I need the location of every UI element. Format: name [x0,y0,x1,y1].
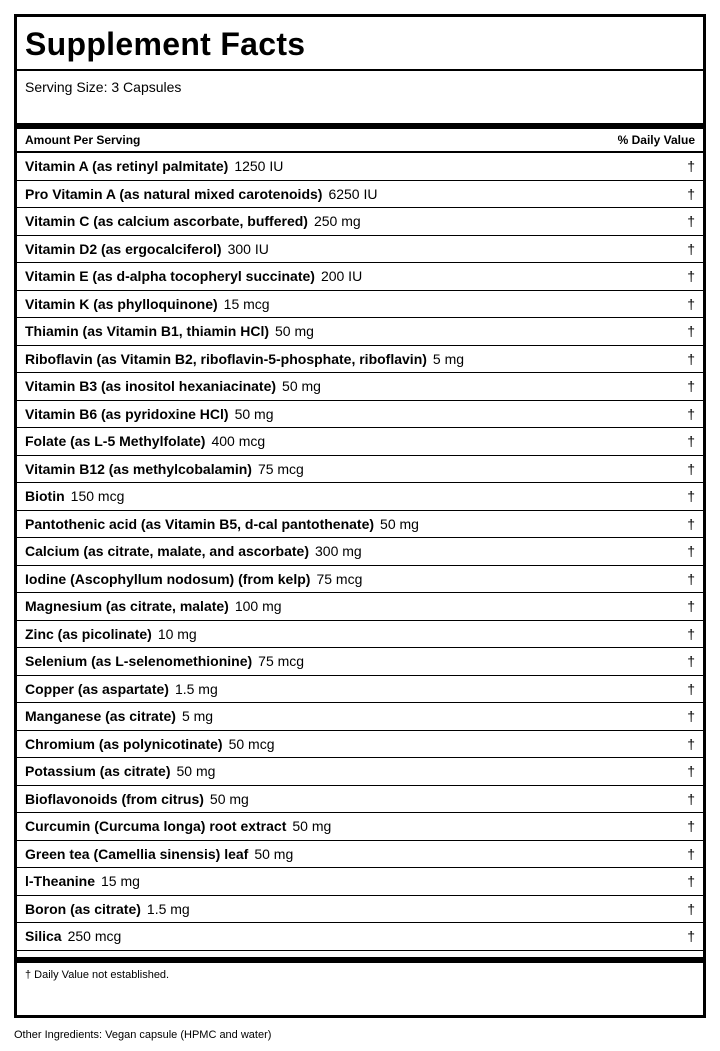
daily-value-dagger: † [687,378,695,395]
nutrient-row [17,456,703,484]
daily-value-header: % Daily Value [617,133,695,147]
nutrient-row [17,703,703,731]
daily-value-dagger: † [687,790,695,807]
nutrient-amount: 400 mcg [211,433,266,450]
daily-value-dagger: † [687,323,695,340]
nutrient-amount: 5 mg [181,708,214,725]
nutrient-amount: 50 mg [254,845,294,862]
footnote: † Daily Value not established. [25,968,170,981]
nutrient-amount: 50 mg [282,378,321,395]
daily-value-dagger: † [687,708,695,725]
nutrient-amount: 75 mcg [258,653,305,670]
nutrient-amount: 50 mg [234,405,274,422]
nutrient-name: Pantothenic acid (as Vitamin B5, d-cal pantothenate) [25,515,375,532]
nutrient-name: Curcumin (Curcuma longa) root extract [25,818,287,835]
nutrient-row [17,153,703,181]
nutrient-name: Folate (as L-5 Methylfolate) [25,433,206,450]
daily-value-dagger: † [687,405,695,422]
nutrient-row [17,841,703,869]
nutrient-row [17,868,703,896]
nutrient-amount: 250 mcg [67,928,122,945]
nutrient-name: Vitamin A (as retinyl palmitate) [25,158,229,175]
nutrient-name: Green tea (Camellia sinensis) leaf [25,845,249,862]
nutrient-name: Copper (as aspartate) [25,680,169,697]
nutrient-name: Magnesium (as citrate, malate) [25,598,229,615]
nutrient-amount: 5 mg [432,350,465,367]
daily-value-dagger: † [687,680,695,697]
daily-value-dagger: † [687,735,695,752]
nutrient-amount: 300 mg [315,543,362,560]
daily-value-dagger: † [687,845,695,862]
daily-value-dagger: † [687,295,695,312]
nutrient-name: Pro Vitamin A (as natural mixed carotenoids) [25,185,323,202]
panel-title: Supplement Facts [17,17,703,71]
nutrient-amount: 50 mg [176,763,216,780]
nutrient-name: Potassium (as citrate) [25,763,171,780]
daily-value-dagger: † [687,515,695,532]
nutrient-row [17,428,703,456]
nutrient-amount: 50 mcg [228,735,275,752]
daily-value-dagger: † [687,433,695,450]
daily-value-dagger: † [687,460,695,477]
nutrient-amount: 75 mcg [316,570,363,587]
nutrient-name: Vitamin K (as phylloquinone) [25,295,218,312]
nutrient-amount: 50 mg [380,515,419,532]
daily-value-dagger: † [687,598,695,615]
nutrient-name: Zinc (as picolinate) [25,625,152,642]
nutrient-amount: 300 IU [227,240,269,257]
amount-per-serving-header: Amount Per Serving [25,133,141,147]
nutrient-amount: 250 mg [313,213,361,230]
daily-value-dagger: † [687,570,695,587]
nutrient-row [17,923,703,951]
nutrient-row [17,483,703,511]
nutrient-row [17,593,703,621]
nutrient-name: Boron (as citrate) [25,900,141,917]
nutrient-name: Vitamin B6 (as pyridoxine HCl) [25,405,229,422]
nutrient-name: Vitamin B3 (as inositol hexaniacinate) [25,378,277,395]
nutrient-row [17,318,703,346]
nutrient-row [17,181,703,209]
serving-size: Serving Size: 3 Capsules [25,79,182,95]
nutrient-name: Selenium (as L-selenomethionine) [25,653,253,670]
daily-value-dagger: † [687,763,695,780]
nutrient-row [17,346,703,374]
daily-value-dagger: † [687,543,695,560]
nutrient-name: Biotin [25,488,65,505]
nutrient-amount: 200 IU [320,268,363,285]
nutrient-amount: 75 mcg [257,460,304,477]
nutrient-amount: 150 mcg [70,488,125,505]
daily-value-dagger: † [687,350,695,367]
nutrient-row [17,538,703,566]
nutrient-row [17,566,703,594]
other-ingredients: Other Ingredients: Vegan capsule (HPMC and water) [14,1029,272,1041]
nutrient-amount: 1.5 mg [174,680,218,697]
daily-value-dagger: † [687,185,695,202]
nutrient-name: l-Theanine [25,873,96,890]
nutrient-row [17,373,703,401]
nutrient-name: Vitamin B12 (as methylcobalamin) [25,460,252,477]
nutrient-row [17,786,703,814]
nutrient-row [17,731,703,759]
nutrient-name: Riboflavin (as Vitamin B2, riboflavin-5-phosphate, riboflavin) [25,350,427,367]
nutrient-row [17,511,703,539]
nutrient-row [17,236,703,264]
nutrient-row [17,263,703,291]
daily-value-dagger: † [687,653,695,670]
nutrient-amount: 10 mg [157,625,197,642]
nutrient-name: Calcium (as citrate, malate, and ascorbate) [25,543,309,560]
nutrient-amount: 15 mcg [223,295,270,312]
supplement-facts-panel [14,14,706,1018]
nutrient-name: Silica [25,928,62,945]
column-header-row [17,129,703,153]
daily-value-dagger: † [687,818,695,835]
nutrient-name: Vitamin C (as calcium ascorbate, buffered) [25,213,308,230]
daily-value-dagger: † [687,240,695,257]
nutrient-row [17,621,703,649]
nutrient-row [17,291,703,319]
daily-value-dagger: † [687,488,695,505]
nutrient-row [17,648,703,676]
nutrient-name: Thiamin (as Vitamin B1, thiamin HCl) [25,323,270,340]
nutrient-name: Iodine (Ascophyllum nodosum) (from kelp) [25,570,311,587]
nutrient-row [17,676,703,704]
nutrient-row [17,401,703,429]
nutrient-amount: 100 mg [234,598,282,615]
nutrient-list [17,153,703,951]
nutrient-amount: 6250 IU [328,185,378,202]
nutrient-amount: 15 mg [101,873,140,890]
nutrient-row [17,896,703,924]
daily-value-dagger: † [687,873,695,890]
nutrient-name: Chromium (as polynicotinate) [25,735,223,752]
daily-value-dagger: † [687,158,695,175]
daily-value-dagger: † [687,213,695,230]
daily-value-dagger: † [687,928,695,945]
nutrient-amount: 1.5 mg [146,900,190,917]
nutrient-amount: 50 mg [209,790,249,807]
nutrient-row [17,813,703,841]
nutrient-name: Bioflavonoids (from citrus) [25,790,204,807]
nutrient-row [17,208,703,236]
daily-value-dagger: † [687,268,695,285]
nutrient-amount: 50 mg [292,818,332,835]
nutrient-amount: 50 mg [275,323,314,340]
daily-value-dagger: † [687,900,695,917]
nutrient-name: Manganese (as citrate) [25,708,176,725]
nutrient-name: Vitamin D2 (as ergocalciferol) [25,240,222,257]
daily-value-dagger: † [687,625,695,642]
nutrient-row [17,758,703,786]
nutrient-amount: 1250 IU [234,158,284,175]
nutrient-name: Vitamin E (as d-alpha tocopheryl succinate) [25,268,315,285]
